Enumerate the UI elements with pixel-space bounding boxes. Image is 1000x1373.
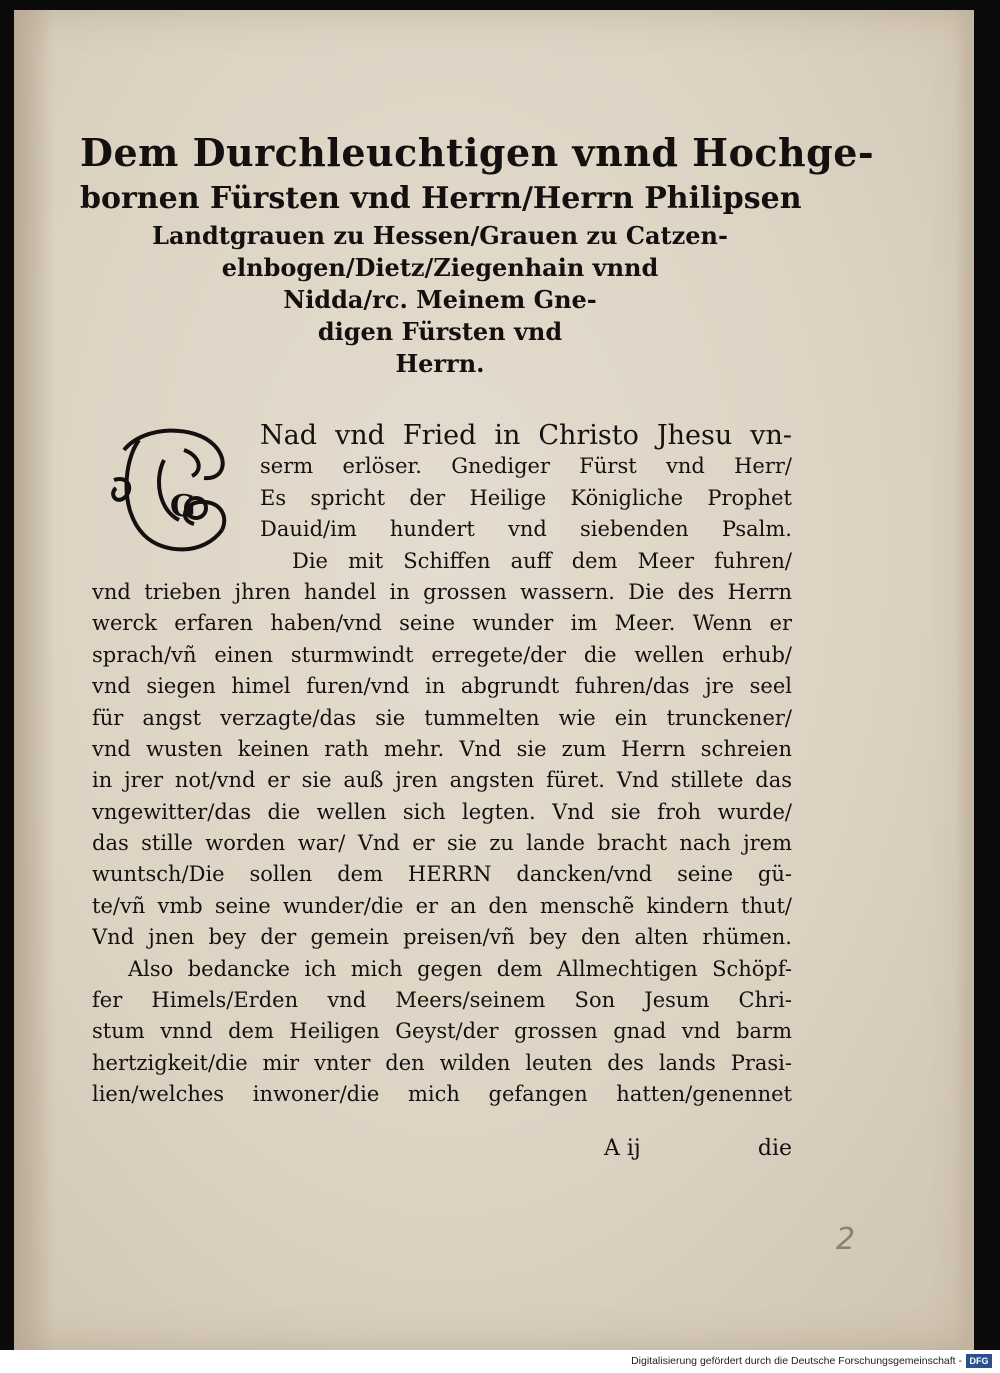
text-line: wuntsch/Die sollen dem HERRN dancken/vnd seine gü-: [92, 862, 792, 887]
heading-line: bornen Fürsten vnd Herrn/Herrn Philipsen: [80, 181, 802, 216]
heading-line: Dem Durchleuchtigen vnnd Hochge-: [80, 130, 875, 175]
text-line: serm erlöser. Gnediger Fürst vnd Herr/: [260, 454, 792, 479]
body-text: [92, 420, 792, 1111]
heading-line: Herrn.: [395, 349, 485, 378]
text-line: stum vnnd dem Heiligen Geyst/der grossen gnad vnd barm: [92, 1019, 792, 1044]
footer-bar: [0, 1350, 1000, 1373]
text-line: werck erfaren haben/vnd seine wunder im Meer. Wenn er: [92, 611, 792, 636]
signature-mark: A ij: [604, 1136, 641, 1161]
text-line: fer Himels/Erden vnd Meers/seinem Son Jesum Chri-: [92, 988, 792, 1013]
text-line: vnd trieben jhren handel in grossen wassern. Die des Herrn: [92, 579, 792, 604]
dfg-logo: DFG: [966, 1354, 992, 1368]
page-edge: [956, 10, 974, 1350]
heading-line: elnbogen/Dietz/Ziegenhain vnnd: [221, 253, 659, 282]
text-line: Also bedancke ich mich gegen dem Allmechtigen Schöpf-: [128, 956, 792, 981]
pencil-folio-number: 2: [836, 1222, 856, 1257]
text-line: vnd wusten keinen rath mehr. Vnd sie zum Herrn schreien: [92, 736, 792, 761]
text-line: Vnd jnen bey der gemein preisen/vñ bey den alten rhümen.: [92, 925, 792, 950]
text-line: in jrer not/vnd er sie auß jren angsten füret. Vnd stillete das: [92, 768, 792, 793]
heading-line: Landtgrauen zu Hessen/Grauen zu Catzen-: [152, 221, 728, 250]
funding-credit: Digitalisierung gefördert durch die Deutsche Forschungsgemeinschaft -: [631, 1355, 962, 1367]
heading-line: digen Fürsten vnd: [317, 317, 563, 346]
text-line: sprach/vñ einen sturmwindt erregete/der die wellen erhub/: [92, 642, 792, 667]
text-line: Dauid/im hundert vnd siebenden Psalm.: [260, 517, 792, 542]
text-line: hertzigkeit/die mir vnter den wilden leuten des lands Prasi-: [92, 1050, 792, 1075]
dedication-heading: [80, 128, 875, 380]
catchword: die: [757, 1136, 792, 1161]
text-line: vngewitter/das die wellen sich legten. Vnd sie froh wurde/: [92, 799, 792, 824]
text-line: vnd siegen himel furen/vnd in abgrundt fuhren/das jre seel: [92, 674, 792, 699]
text-line: te/vñ vmb seine wunder/die er an den menschẽ kindern thut/: [92, 893, 792, 918]
text-line: lien/welches inwoner/die mich gefangen hatten/genennet: [92, 1082, 792, 1107]
text-line: Nad vnd Fried in Christo Jhesu vn-: [260, 420, 792, 451]
signature-line: [92, 1136, 792, 1170]
text-line: für angst verzagte/das sie tummelten wie ein trunckener/: [92, 705, 792, 730]
heading-line: Nidda/rc. Meinem Gne-: [283, 285, 597, 314]
binding-gutter: [14, 10, 54, 1350]
text-line: Es spricht der Heilige Königliche Prophet: [260, 485, 792, 510]
text-line: Die mit Schiffen auff dem Meer fuhren/: [292, 548, 792, 573]
drop-cap-letter: G: [170, 489, 196, 524]
text-line: das stille worden war/ Vnd er sie zu lande bracht nach jrem: [92, 831, 792, 856]
